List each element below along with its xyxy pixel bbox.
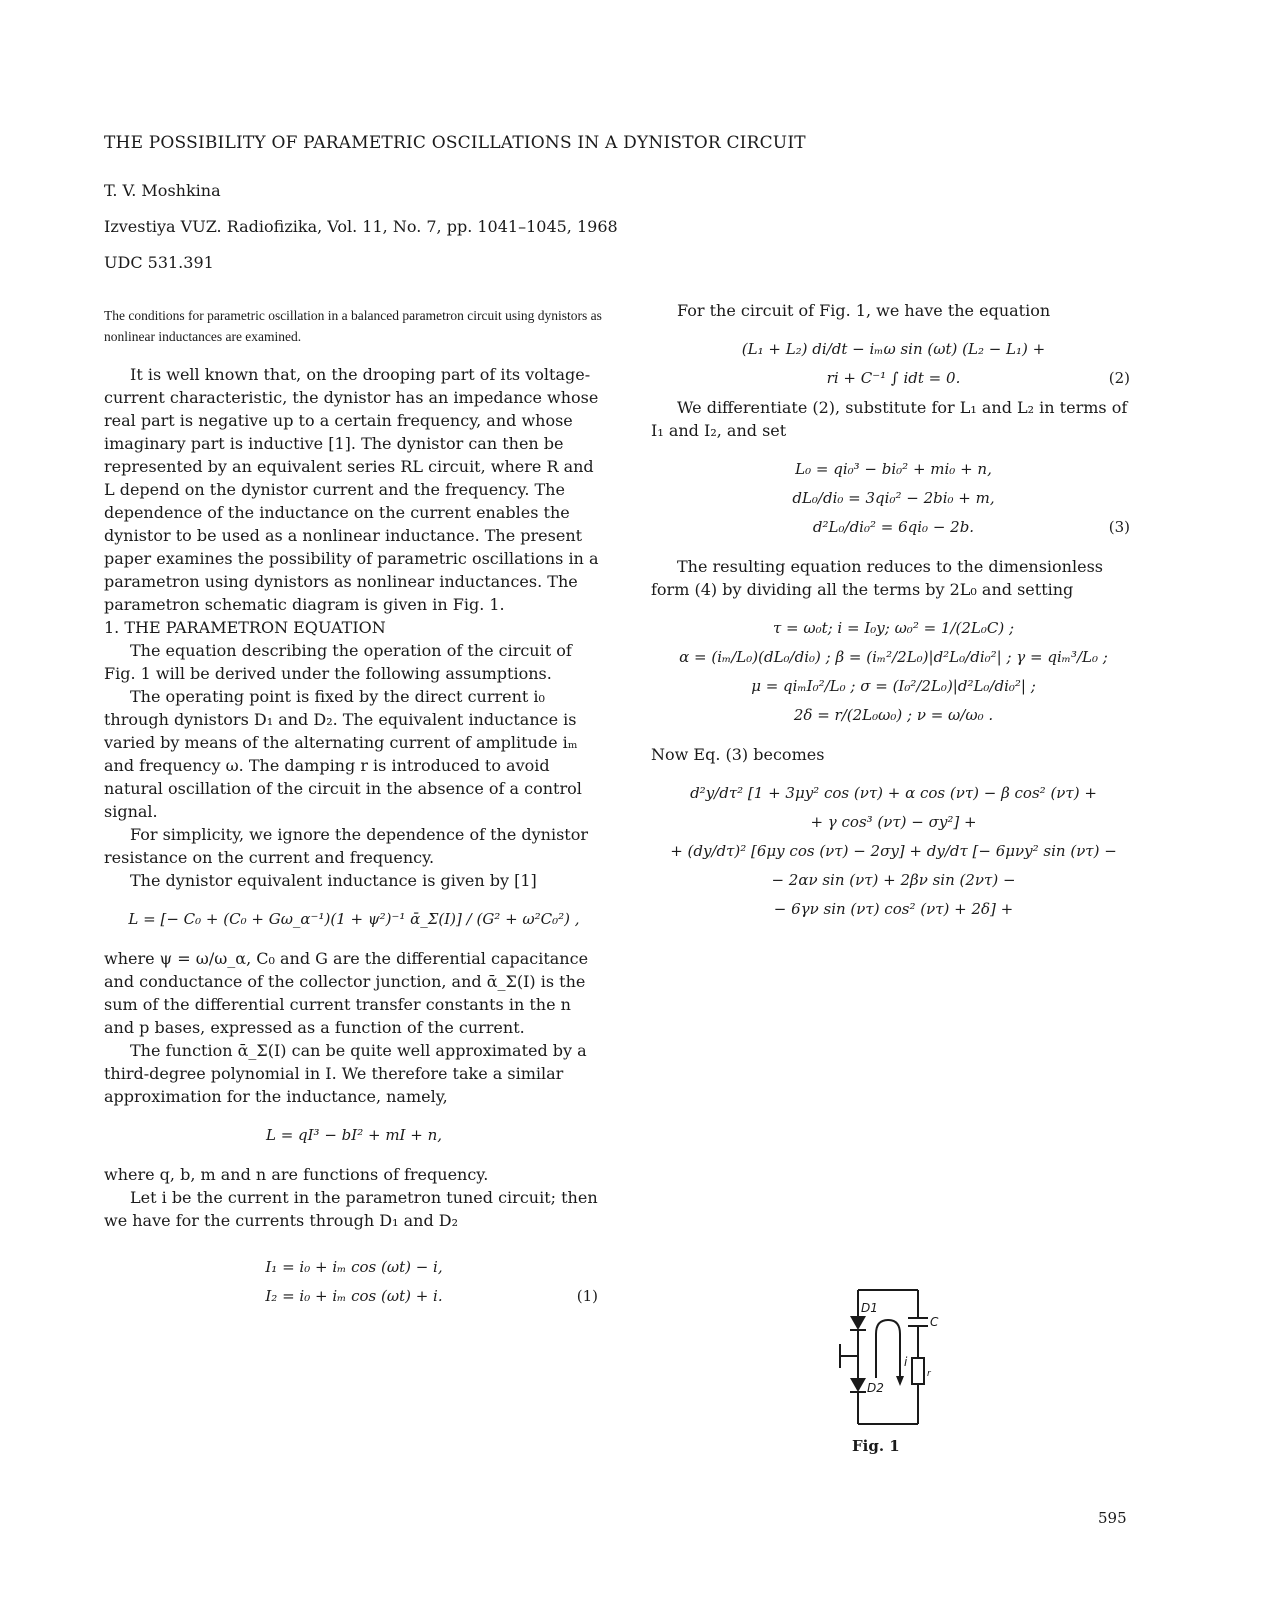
paragraph-polynomial: The function ᾱ_Σ(I) can be quite well approximated by a third-degree polynomial in I. We therefore take a similar approximation for the inductance, namely, (104, 1041, 587, 1106)
citation: Izvestiya VUZ. Radiofizika, Vol. 11, No. 7, pp. 1041–1045, 1968 (104, 217, 618, 236)
label-i: i (904, 1355, 908, 1369)
label-c: C (930, 1315, 939, 1329)
label-d2: D2 (867, 1381, 884, 1395)
paragraph-differentiate: We differentiate (2), substitute for L₁ and L₂ in terms of I₁ and I₂, and set (651, 398, 1128, 440)
equation-2b (651, 367, 1136, 390)
paragraph-functions: where q, b, m and n are functions of frequency. (104, 1165, 489, 1184)
left-column (104, 363, 604, 1314)
equation-2a: (L₁ + L₂) di/dt − iₘω sin (ωt) (L₂ − L₁) + (741, 340, 1046, 358)
section-heading: 1. THE PARAMETRON EQUATION (104, 618, 386, 637)
circuit-diagram (818, 1282, 948, 1432)
current-loop-arrow (876, 1320, 900, 1378)
equation-1a: I₁ = i₀ + iₘ cos (ωt) − i, (265, 1258, 443, 1276)
definitions-line-2: α = (iₘ/L₀)(dL₀/di₀) ; β = (iₘ²/2L₀)|d²L₀/di₀²| ; γ = qiₘ³/L₀ ; (679, 648, 1108, 666)
dynistor-d2-symbol (850, 1378, 866, 1392)
definitions-line-1: τ = ω₀t; i = I₀y; ω₀² = 1/(2L₀C) ; (772, 619, 1015, 637)
definitions-line-4: 2δ = r/(2L₀ω₀) ; ν = ω/ω₀ . (793, 706, 994, 724)
definitions-line-3: μ = qiₘI₀²/L₀ ; σ = (I₀²/2L₀)|d²L₀/di₀²| ; (751, 677, 1036, 695)
equation-3c (651, 516, 1136, 539)
paragraph-inductance: The dynistor equivalent inductance is given by [1] (130, 871, 537, 890)
page-number: 595 (1098, 1509, 1127, 1527)
equation-4b: + γ cos³ (ντ) − σy²] + (810, 813, 977, 831)
resistor (912, 1358, 924, 1384)
paper-title: THE POSSIBILITY OF PARAMETRIC OSCILLATIONS IN A DYNISTOR CIRCUIT (104, 133, 806, 153)
equation-4c: + (dy/dτ)² [6μy cos (ντ) − 2σy] + dy/dτ [− 6μνy² sin (ντ) − (670, 842, 1117, 860)
paragraph-dimensionless: The resulting equation reduces to the dimensionless form (4) by dividing all the terms by 2L₀ and setting (651, 557, 1103, 599)
paragraph-circuit: For the circuit of Fig. 1, we have the equation (677, 301, 1051, 320)
equation-4e: − 6γν sin (ντ) cos² (ντ) + 2δ] + (773, 900, 1014, 918)
figure-caption: Fig. 1 (852, 1437, 900, 1455)
author: T. V. Moshkina (104, 181, 221, 200)
equation-4d: − 2αν sin (ντ) + 2βν sin (2ντ) − (771, 871, 1016, 889)
equation-4a: d²y/dτ² [1 + 3μy² cos (ντ) + α cos (ντ) − β cos² (ντ) + (690, 784, 1097, 802)
paragraph-simplicity: For simplicity, we ignore the dependence of the dynistor resistance on the current and frequency. (104, 825, 589, 867)
paragraph-currents: Let i be the current in the parametron tuned circuit; then we have for the currents through D₁ and D₂ (104, 1188, 598, 1230)
right-column (651, 299, 1136, 927)
equation-1b-text: I₂ = i₀ + iₘ cos (ωt) + i. (265, 1287, 443, 1305)
equation-3c-text: d²L₀/di₀² = 6qi₀ − 2b. (812, 518, 975, 536)
paragraph-where-psi: where ψ = ω/ω_α, C₀ and G are the differential capacitance and conductance of the collector junction, and ᾱ_Σ(I) is the sum of the differential current transfer constants in the n and p bases, expressed as a function of the current. (104, 949, 589, 1037)
paragraph-eq3-becomes: Now Eq. (3) becomes (651, 745, 825, 764)
label-d1: D1 (861, 1301, 878, 1315)
equation-3a: L₀ = qi₀³ − bi₀² + mi₀ + n, (795, 460, 992, 478)
equation-number-2: (2) (1108, 369, 1130, 387)
abstract: The conditions for parametric oscillation in a balanced parametron circuit using dynistors as nonlinear inductances are examined. (104, 308, 602, 344)
equation-number-3: (3) (1108, 518, 1130, 536)
intro-paragraph: It is well known that, on the drooping part of its voltage-current characteristic, the dynistor has an impedance whose real part is negative up to a certain frequency, and whose imaginary part is inductive [1]. The dynistor can then be represented by an equivalent series RL circuit, where R and L depend on the dynistor current and the frequency. The dependence of the inductance on the current enables the dynistor to be used as a nonlinear inductance. The present paper examines the possibility of parametric oscillations in a parametron using dynistors as nonlinear inductances. The parametron schematic diagram is given in Fig. 1. (104, 365, 599, 614)
dynistor-d1-symbol (850, 1316, 866, 1330)
equation-2b-text: ri + C⁻¹ ∫ idt = 0. (826, 369, 961, 387)
paragraph-assumptions: The equation describing the operation of the circuit of Fig. 1 will be derived under the following assumptions. (104, 641, 572, 683)
equation-3b: dL₀/di₀ = 3qi₀² − 2bi₀ + m, (792, 489, 995, 507)
label-r: r (927, 1369, 931, 1379)
paragraph-operating-point: The operating point is fixed by the direct current i₀ through dynistors D₁ and D₂. The equivalent inductance is varied by means of the alternating current of amplitude iₘ and frequency ω. The damping r is introduced to avoid natural oscillation of the circuit in the absence of a control signal. (104, 687, 582, 821)
equation-1b (104, 1285, 604, 1308)
udc-code: UDC 531.391 (104, 253, 214, 272)
equation-number-1: (1) (576, 1287, 598, 1305)
equation-polynomial: L = qI³ − bI² + mI + n, (265, 1126, 443, 1144)
equation-inductance: L = [− C₀ + (C₀ + Gω_α⁻¹)(1 + ψ²)⁻¹ ᾱ_Σ(I)] / (G² + ω²C₀²) , (128, 910, 580, 928)
current-arrowhead (896, 1376, 904, 1386)
